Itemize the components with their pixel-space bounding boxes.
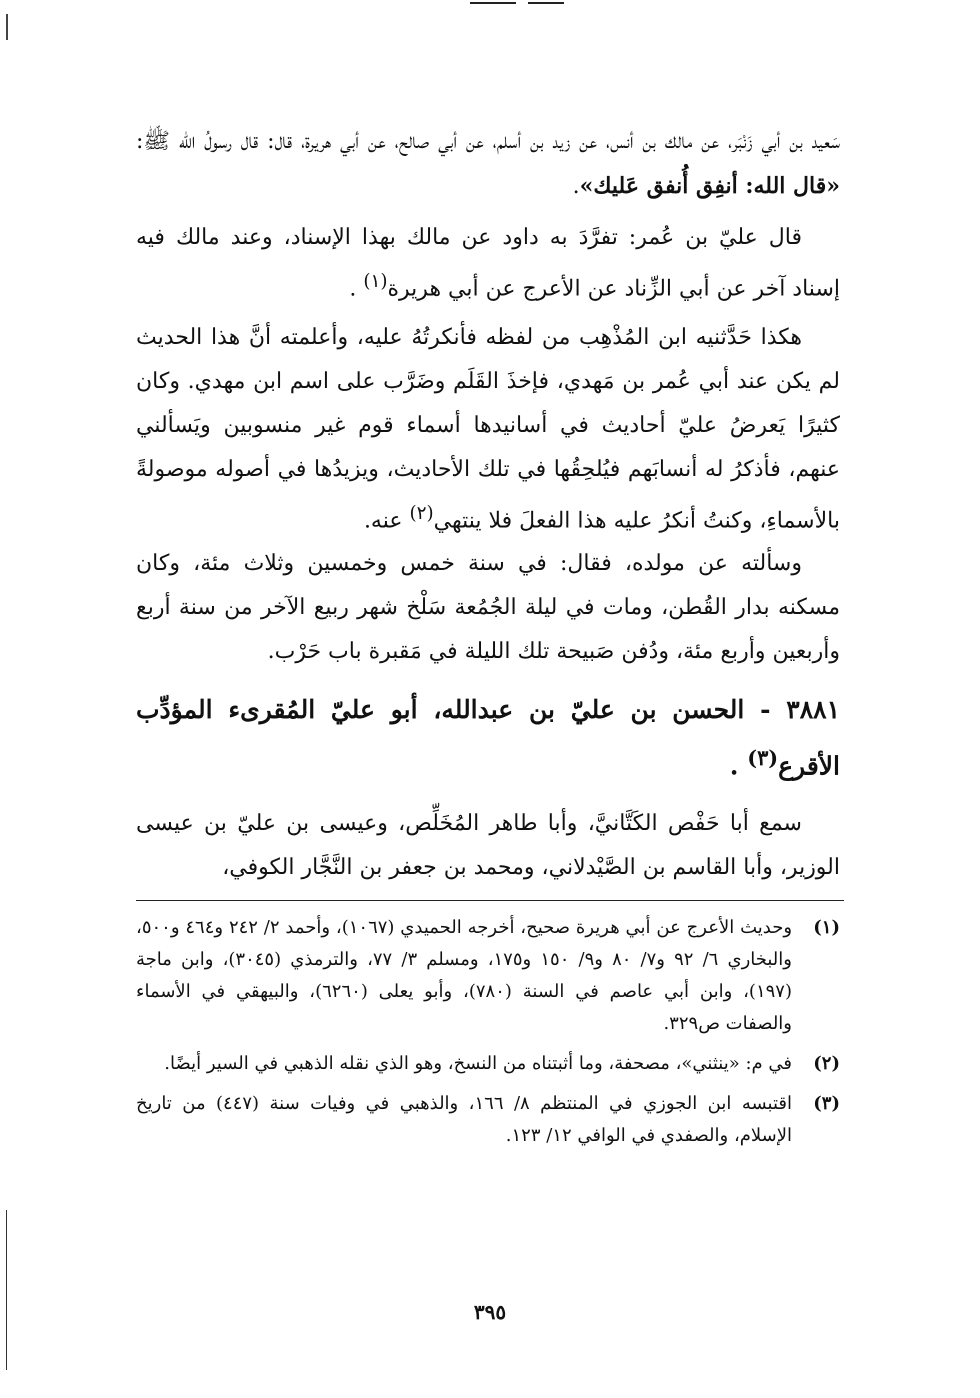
entry-heading: [136, 686, 840, 790]
footnote-ref-2: (٢): [409, 503, 434, 524]
footnote-1-number: (١): [813, 917, 840, 938]
footnote-2-number: (٢): [813, 1053, 840, 1074]
footnote-1: [136, 912, 840, 1040]
footnotes: [136, 912, 840, 1160]
footnote-2: [136, 1048, 840, 1080]
paragraph-2-text: قال عليّ بن عُمر: تفرَّدَ به داود عن مالك بهذا الإسناد، وعند مالك فيه إسناد آخر عن أبي الزِّناد عن الأعرج عن أبي هريرة: [136, 225, 840, 302]
paragraph-1-end: .: [572, 174, 580, 199]
paragraph-3-end: عنه.: [363, 508, 410, 534]
paragraph-3-text: هكذا حَدَّثنيه ابن المُذْهِب من لفظه فأنكرتُهُ عليه، وأعلمته أنَّ هذا الحديث لم يكن عند أبي عُمر بن مَهدي، فإخذَ القَلَم وضَرَّب على اسم ابن مهدي. وكان كثيرًا يَعرضُ عليّ أحاديث في أسانيدها أسماء قوم غير منسوبين ويَسألني عنهم، فأذكرُ له أنسابَهم فيُلحِقُها في تلك الأحاديث، ويزيدُها في أصوله موصولةً بالأسماءِ، وكنتُ أنكرُ عليه هذا الفعلَ فلا ينتهي: [136, 325, 840, 534]
entry-end: .: [729, 751, 748, 781]
footnote-ref-1: (١): [363, 271, 388, 292]
footnote-3-text: اقتبسه ابن الجوزي في المنتظم ٨/ ١٦٦، والذهبي في وفيات سنة (٤٤٧) من تاريخ الإسلام، والصفدي في الوافي ١٢/ ١٢٣.: [136, 1093, 792, 1146]
entry-name: الحسن بن عليّ بن عبدالله، أبو عليّ المُقرىء المؤدِّب الأقرع: [136, 695, 840, 781]
entry-body: [136, 802, 840, 890]
paragraph-4-text: وسألته عن مولده، فقال: في سنة خمس وخمسين وثلاث مئة، وكان مسكنه بدار القُطن، ومات في ليلة الجُمُعة سَلْخ شهر ربيع الآخر من سنة أربع وأربعين وأربع مئة، ودُفن صَبيحة تلك الليلة في مَقبرة باب حَرْب.: [136, 551, 840, 664]
paragraph-3: [136, 316, 840, 543]
paragraph-2: [136, 216, 840, 311]
page-number: ٣٩٥: [473, 1300, 507, 1324]
scan-margin-line: [6, 1210, 7, 1370]
hadith-quote: «قال الله: أنفِق أُنفق عَليك»: [579, 173, 840, 199]
paragraph-1-text: سَعيد بن أبي زَنْبَر، عن مالك بن أنس، عن زيد بن أسلم، عن أبي صالح، عن أبي هريرة، قال: قال رسولُ الله ﷺ:: [136, 129, 840, 154]
entry-body-text: سمع أبا حَفْص الكَتَّانيَّ، وأبا طاهر المُخَلِّص، وعيسى بن عليّ بن عيسى الوزير، وأبا القاسم بن الصَّيْدلاني، ومحمد بن جعفر بن النَّجَّار الكوفي،: [136, 811, 840, 880]
entry-dash: -: [744, 695, 787, 724]
footnote-ref-3: (٣): [747, 745, 779, 770]
paragraph-1: [136, 120, 840, 209]
footnote-1-text: وحديث الأعرج عن أبي هريرة صحيح، أخرجه الحميدي (١٠٦٧)، وأحمد ٢/ ٢٤٢ و٤٦٤ و٥٠٠، والبخاري ٦/ ٩٢ و٧/ ٨٠ و٩/ ١٥٠ و١٧٥، ومسلم ٣/ ٧٧، والترمذي (٣٠٤٥)، وابن ماجة (١٩٧)، وابن أبي عاصم في السنة (٧٨٠)، وأبو يعلى (٦٢٦٠)، والبيهقي في الأسماء والصفات ص٣٢٩.: [136, 917, 793, 1034]
footnote-3-number: (٣): [813, 1093, 840, 1114]
footnote-3: [136, 1088, 840, 1152]
paragraph-2-end: .: [349, 276, 364, 302]
scan-edge-mark: [6, 14, 8, 40]
footnote-2-text: في م: «ينثني»، مصحفة، وما أثبتناه من النسخ، وهو الذي نقله الذهبي في السير أيضًا.: [164, 1053, 792, 1074]
paragraph-4: [136, 542, 840, 674]
entry-number: ٣٨٨١: [786, 695, 840, 724]
footnote-separator: [136, 900, 844, 901]
scan-marks: [470, 2, 580, 8]
